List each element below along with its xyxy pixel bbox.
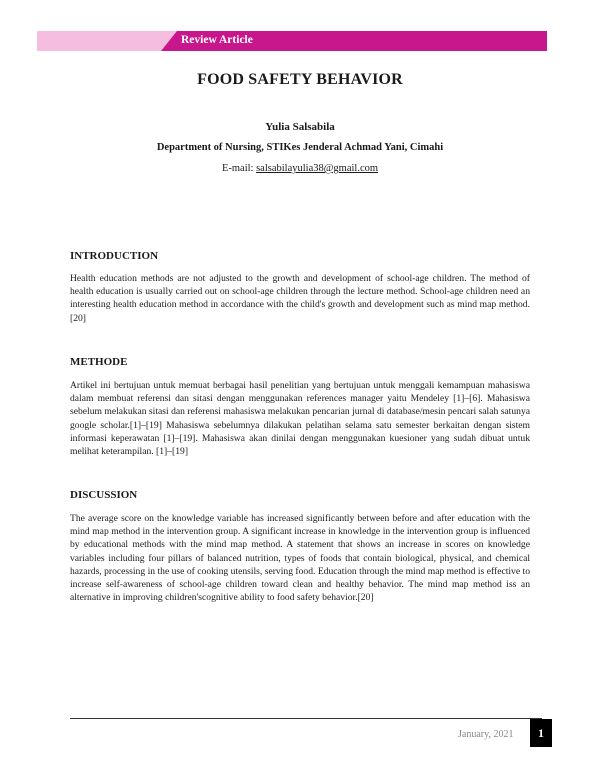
methode-heading: METHODE [70, 356, 128, 368]
author-affiliation: Department of Nursing, STIKes Jenderal Achmad Yani, Cimahi [156, 142, 444, 153]
introduction-text: Health education methods are not adjusted to the growth and development of school-age children. The method of health education is usually carried out on school-age children through the lecture method. School-age children need an interesting health education method in accordance with the child's growth and development such as mind map method.[20] [70, 273, 530, 324]
banner-light-stripe [37, 31, 177, 51]
email-line [0, 163, 600, 174]
banner-label: Review Article [181, 34, 253, 46]
discussion-text: The average score on the knowledge variable has increased significantly between before and after education with the mind map method in the intervention group. A significant increase in knowledge in the intervention group is influenced by educational methods with the mind map method. A statement that shows an increase in scores on knowledge variables including four pillars of balanced nutrition, types of foods that contain biological, physical, and chemical hazards, processing in the use of cooking utensils, serving food. Education through the mind map method is effective to increase self-awareness of school-age children toward clean and healthy behavior. The mind map method iss an alternative in improving children'scognitive ability to food safety behavior.[20] [70, 513, 530, 604]
email-prefix: E-mail: [221, 163, 257, 174]
footer-date: January, 2021 [458, 729, 514, 740]
discussion-heading: DISCUSSION [70, 489, 138, 501]
introduction-heading: INTRODUCTION [70, 250, 159, 262]
methode-text: Artikel ini bertujuan untuk memuat berbagai hasil penelitian yang bertujuan untuk menggali kemampuan mahasiswa dalam membuat referensi dan sitasi dengan menggunakan references manager yaitu Mendeley [1]–[6]. Mahasiswa sebelum melakukan sitasi dan referensi mahasiswa melakukan pencarian jurnal di database/mesin pencari salah satunya google scholar.[1]–[19] Mahasiswa sebelumnya dilakukan pelatihan selama satu semester berkaitan dengan sistem informasi keperawatan [1]–[19]. Mahasiswa akan dinilai dengan menggunakan kuesioner yang sudah dibuat untuk melihat keterampilan. [1]–[19] [70, 380, 530, 458]
author-name: Yulia Salsabila [265, 121, 335, 133]
footer-divider [70, 718, 542, 719]
review-article-banner [37, 31, 547, 51]
paper-title: FOOD SAFETY BEHAVIOR [197, 71, 403, 88]
email-link[interactable]: salsabilayulia38@gmail.com [256, 163, 379, 174]
page-number: 1 [530, 719, 552, 747]
